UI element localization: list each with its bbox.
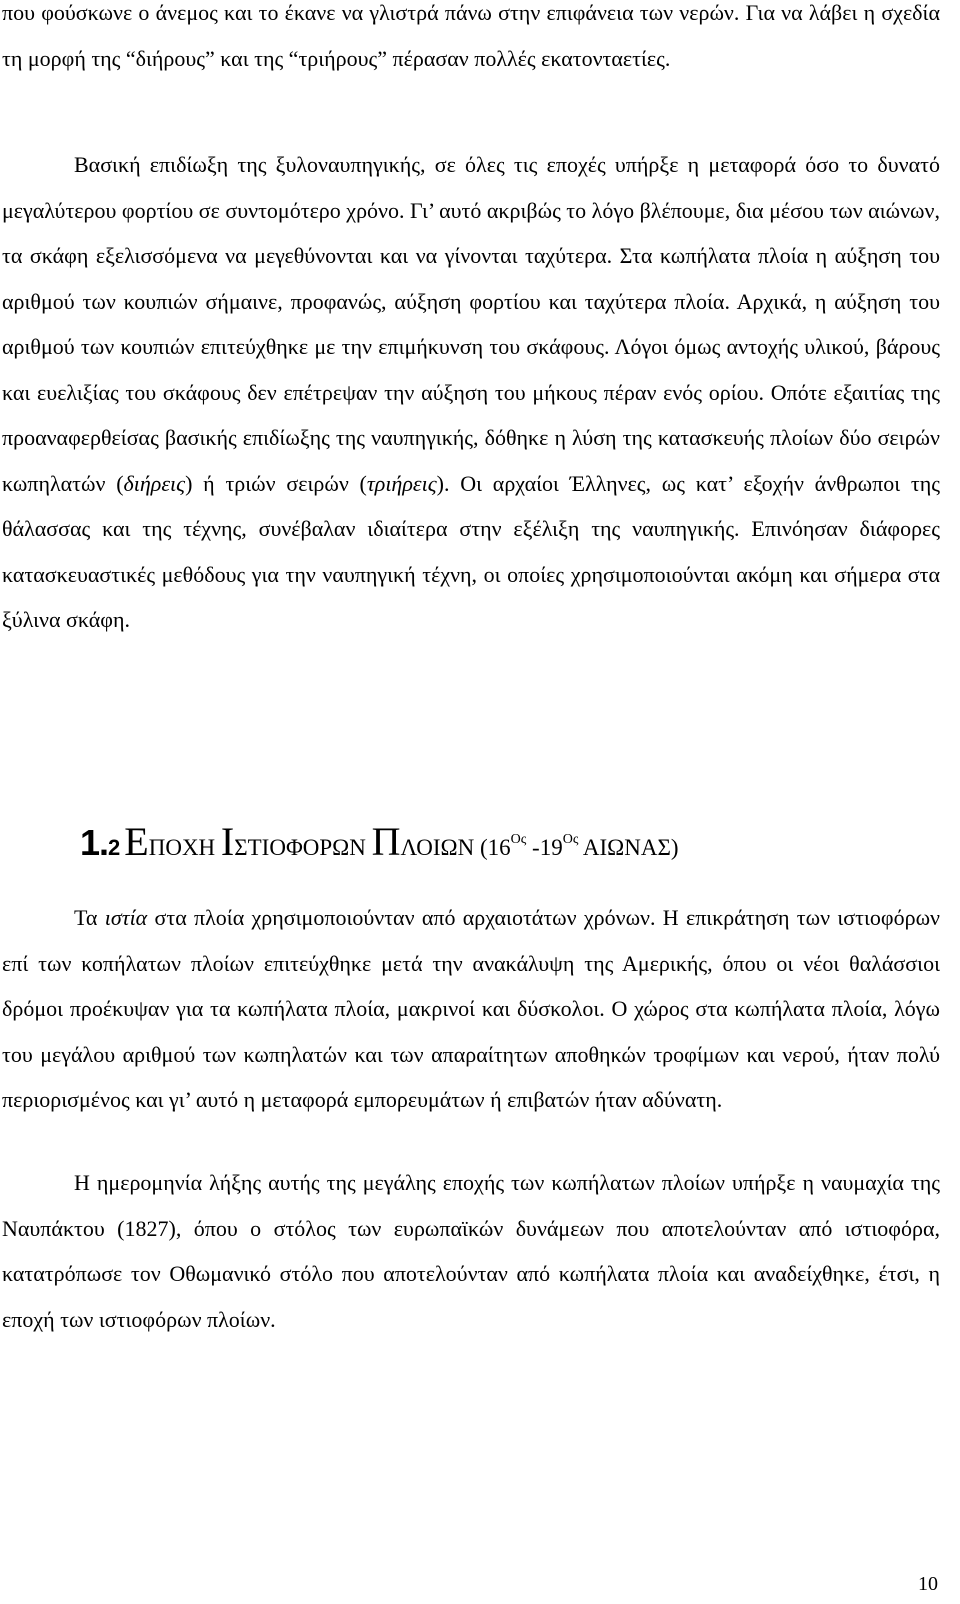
paragraph-navarino xyxy=(2,1160,940,1342)
paragraph-text: που φούσκωνε ο άνεμος και το έκανε να γλιστρά πάνω στην επιφάνεια των νερών. Για να λάβει η σχεδία τη μορφή της “διήρους” και της “τριήρους” πέρασαν πολλές εκατονταετίες. xyxy=(2,0,940,71)
heading-initial: Ε xyxy=(124,819,149,864)
paragraph-text: ) ή τριών σειρών ( xyxy=(185,470,367,496)
paragraph-sails xyxy=(2,895,940,1123)
heading-word: ΠΟΧΗ xyxy=(148,835,221,860)
italic-term-dieris: διήρεις xyxy=(123,470,186,496)
section-heading xyxy=(80,812,880,872)
heading-word: ΑΙΩΝΑΣ) xyxy=(578,835,679,860)
heading-word: ΣΤΙΟΦΟΡΩΝ xyxy=(234,835,372,860)
paragraph-text: Η ημερομηνία λήξης αυτής της μεγάλης εποχής των κωπήλατων πλοίων υπήρξε η ναυμαχία της Ναυπάκτου (1827), όπου ο στόλος των ευρωπαϊκών δυνάμεων που αποτελούνταν από ιστιοφόρα, κατατρόπωσε τον Οθωμανικό στόλο που αποτελούνταν από κωπήλατα πλοία και αναδείχθηκε, έτσι, η εποχή των ιστιοφόρων πλοίων. xyxy=(2,1170,940,1332)
paragraph-text: στα πλοία χρησιμοποιούνταν από αρχαιοτάτων χρόνων. Η επικράτηση των ιστιοφόρων επί των κοπήλατων πλοίων επιτεύχθηκε μετά την ανακάλυψη της Αμερικής, όπου οι νέοι θαλάσσιοι δρόμοι προέκυψαν για τα κωπήλατα πλοία, μακρινοί και δύσκολοι. Ο χώρος στα κωπήλατα πλοία, λόγω του μεγάλου αριθμού των κωπηλατών και των απαραίτητων αποθηκών τροφίμων και νερού, ήταν πολύ περιορισμένος και γι’ αυτό η μεταφορά εμπορευμάτων ή επιβατών ήταν αδύνατη. xyxy=(2,905,940,1112)
page-number: 10 xyxy=(918,1573,938,1595)
italic-term-trieris: τριήρεις xyxy=(366,470,437,496)
paragraph-shipbuilding xyxy=(2,142,940,643)
paragraph-text: ). Οι αρχαίοι Έλληνες, ως κατ’ εξοχήν άνθρωποι της θάλασσας και της τέχνης, συνέβαλαν ιδιαίτερα στην εξέλιξη της ναυπηγικής. Επινόησαν διάφορες κατασκευαστικές μεθόδους για την ναυπηγική τέχνη, οι οποίες χρησιμοποιούνται ακόμη και σήμερα στα ξύλινα σκάφη. xyxy=(2,470,940,632)
heading-word: ΛΟΙΩΝ (16 xyxy=(400,835,511,860)
paragraph-text: Τα xyxy=(74,905,105,930)
heading-word: -19 xyxy=(526,835,563,860)
heading-initial: Π xyxy=(371,819,401,864)
heading-superscript: Ος xyxy=(562,832,579,847)
heading-number-major: 1. xyxy=(80,822,109,863)
heading-initial: Ι xyxy=(220,819,235,864)
paragraph-text: Βασική επιδίωξη της ξυλοναυπηγικής, σε όλες τις εποχές υπήρξε η μεταφορά όσο το δυνατό μεγαλύτερου φορτίου σε συντομότερο χρόνο. Γι’ αυτό ακριβώς το λόγο βλέπουμε, δια μέσου των αιώνων, τα σκάφη εξελισσόμενα να μεγεθύνονται και να γίνονται ταχύτερα. Στα κωπήλατα πλοία η αύξηση του αριθμού των κουπιών σήμαινε, προφανώς, αύξηση φορτίου και ταχύτερα πλοία. Αρχικά, η αύξηση του αριθμού των κουπιών επιτεύχθηκε με την επιμήκυνση του σκάφους. Λόγοι όμως αντοχής υλικού, βάρους και ευελιξίας του σκάφους δεν επέτρεψαν την αύξηση του μήκους πέραν ενός ορίου. Οπότε εξαιτίας της προαναφερθείσας βασικής επιδίωξης της ναυπηγικής, δόθηκε η λύση της κατασκευής πλοίων δύο σειρών κωπηλατών ( xyxy=(2,152,940,496)
paragraph-intro-continuation xyxy=(2,0,940,81)
italic-term-istia: ιστία xyxy=(104,905,148,930)
heading-number-minor: 2 xyxy=(108,835,121,860)
heading-superscript: Ος xyxy=(510,832,527,847)
